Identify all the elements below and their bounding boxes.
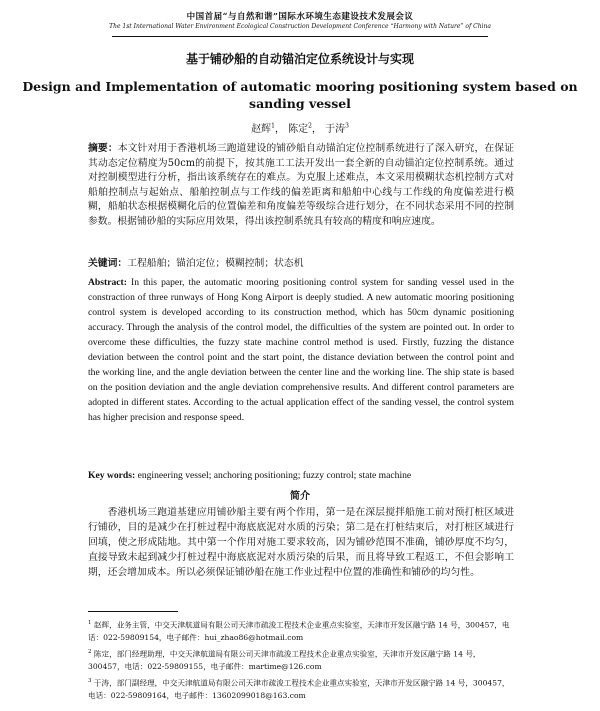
abstract-en-text: In this paper, the automatic mooring positioning control system for sanding vessel used in the constraction of three runways of Hong Kong Airport is deeply studied. A new automatic mooring positioning control system is developed according to its construction method, which has 50cm dynamic positioning accuracy. Through the analysis of the control model, the difficulties of the system are pointed out. In order to overcome these difficulties, the fuzzy state machine control method is used. Firstly, fuzzing the distance deviation between the control point and the start point, the distance deviation between the control point and the working line, and the angle deviation between the center line and the working line. The ship state is based on the position deviation and the angle deviation comprehensive results. And different control parameters are adopted in different states. According to the actual application effect of the sanding vessel, the control system has higher precision and response speed. xyxy=(88,277,514,423)
abstract-en xyxy=(88,275,514,425)
author-mark: 2 xyxy=(308,122,312,130)
abstract-cn-label: 摘要： xyxy=(88,143,118,154)
author-list: 赵辉$^1$， 陈定$^2$， 于涛$^3$ xyxy=(251,122,349,135)
footnote xyxy=(88,617,514,644)
footnote xyxy=(88,646,514,673)
abstract-en-label: Abstract: xyxy=(88,277,127,288)
intro-paragraph: 香港机场三跑道基建应用铺砂船主要有两个作用，第一是在深层搅拌船施工前对预打桩区域进行铺砂，目的是减少在打桩过程中海底底泥对水质的污染；第二是在打桩结束后，对打桩区域进行回填，使之形成陆地。其中第一个作用对施工要求较高，因为铺砂范围不准确，铺砂厚度不均匀，直接导致未起到减少打桩过程中海底底泥对水质污染的后果，而且将导致工程返工，不但会影响工期，还会增加成本。所以必须保证铺砂船在施工作业过程中位置的准确性和铺砂的均匀性。 xyxy=(88,507,514,578)
footnote-text: 于涛，部门副经理，中交天津航道局有限公司天津市疏浚工程技术企业重点实验室，天津市开发区融宁路 14 号，300457，电话：022-59809164，电子邮件：13602099018@163.com xyxy=(88,678,510,700)
footnote-mark: 2 xyxy=(88,649,92,655)
keywords-en xyxy=(88,470,514,481)
author-mark: 3 xyxy=(345,122,349,130)
footnote xyxy=(88,675,514,702)
paper-title-en: Design and Implementation of automatic mooring positioning system based on sanding vessel xyxy=(22,79,578,111)
author-name: 于涛 xyxy=(325,124,346,135)
keywords-cn-text: 工程船舶；锚泊定位；模糊控制；状态机 xyxy=(127,258,304,269)
footnote-mark: 3 xyxy=(88,678,92,684)
footnote-mark: 1 xyxy=(88,620,92,626)
conference-title-en: The 1st International Water Environment Ecological Construction Development Conference “Harmony with Nature” of China xyxy=(109,23,491,30)
header-rule xyxy=(112,36,488,37)
abstract-cn xyxy=(88,142,514,230)
conference-header xyxy=(0,10,600,30)
author-name: 赵辉 xyxy=(251,124,272,135)
keywords-en-label: Key words: xyxy=(88,470,136,481)
abstract-cn-text: 本文针对用于香港机场三跑道建设的铺砂船自动锚泊定位控制系统进行了深入研究，在保证其动态定位精度为50cm的前提下，按其施工工法开发出一套全新的自动锚泊定位控制系统。通过对控制模型进行分析，指出该系统存在的难点。为克服上述难点，本文采用模糊状态机控制方式对船舶控制点与起始点、船舶控制点与工作线的偏差距离和船舶中心线与工作线的角度偏差进行模糊，船舶状态根据模糊化后的位置偏差和角度偏差等级综合进行划分，在不同状态采用不同的控制参数。根据铺砂船的实际应用效果，得出该控制系统具有较高的精度和响应速度。 xyxy=(88,143,515,227)
keywords-en-text: engineering vessel; anchoring positioning; fuzzy control; state machine xyxy=(135,470,412,481)
conference-title-cn: 中国首届“与自然和谐”国际水环境生态建设技术发展会议 xyxy=(186,12,414,22)
keywords-cn-label: 关键词： xyxy=(88,258,128,269)
author-name: 陈定 xyxy=(288,124,309,135)
footnote-text: 陈定，部门经理助理，中交天津航道局有限公司天津市疏浚工程技术企业重点实验室，天津市开发区融宁路 14 号，300457，电话：022-59809155，电子邮件：martime@126.com xyxy=(88,649,481,671)
author-mark: 1 xyxy=(271,122,275,130)
keywords-cn xyxy=(88,255,514,269)
section-heading-intro: 简介 xyxy=(290,491,310,502)
footnote-rule xyxy=(88,611,178,612)
footnote-text: 赵辉，业务主管，中交天津航道局有限公司天津市疏浚工程技术企业重点实验室，天津市开发区融宁路 14 号，300457，电话：022-59809154，电子邮件：hui_zhao86@hotmail.com xyxy=(88,620,510,642)
paper-title-cn: 基于铺砂船的自动锚泊定位系统设计与实现 xyxy=(185,52,414,66)
